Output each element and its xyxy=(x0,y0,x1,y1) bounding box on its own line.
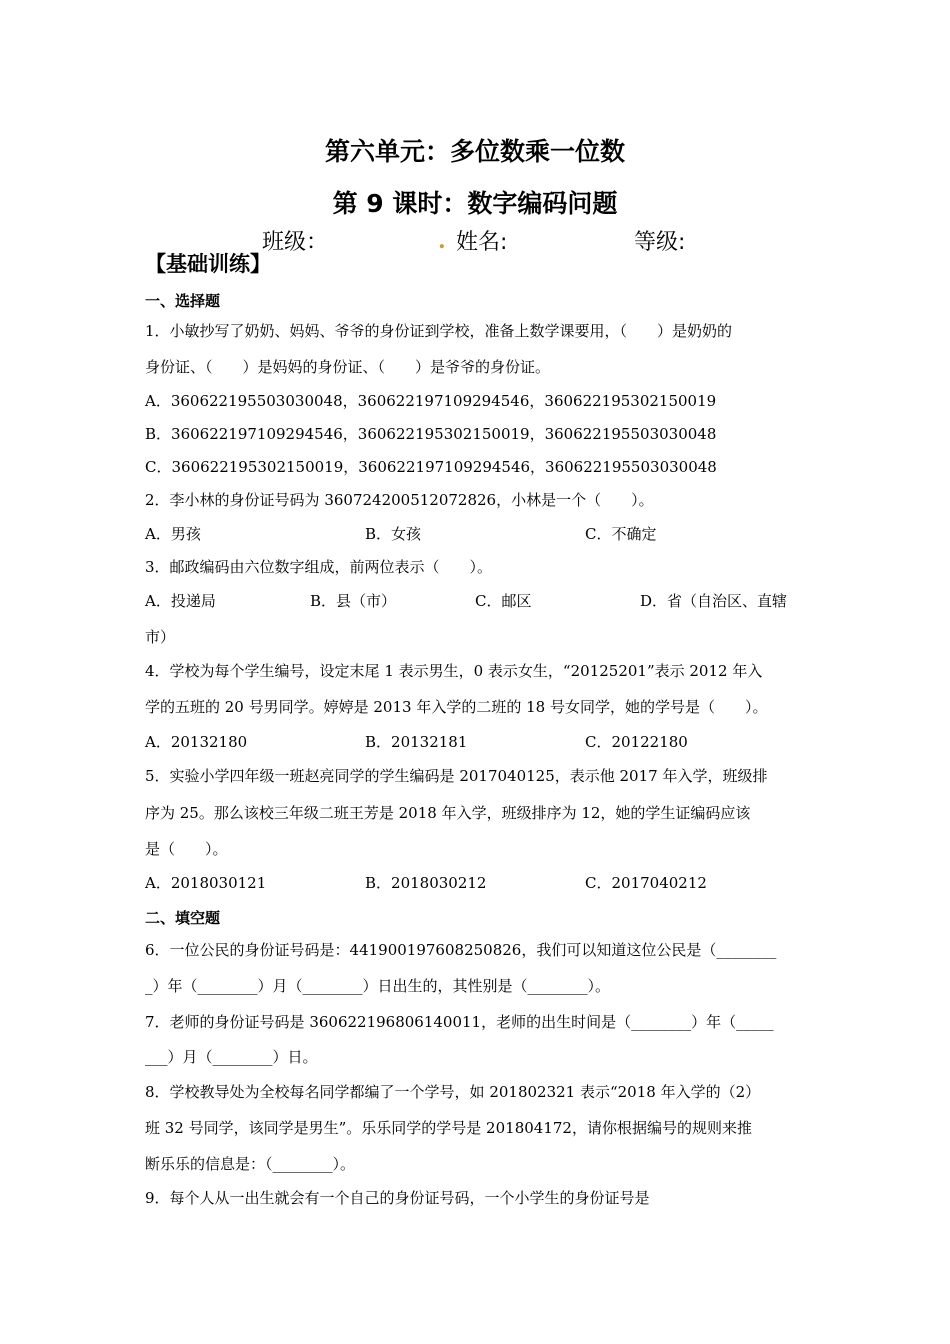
q5-option-b: B．2018030212 xyxy=(365,874,487,892)
q1-option-c: C．360622195302150019，360622197109294546，360622195503030048 xyxy=(145,458,717,476)
q2-option-b: B．女孩 xyxy=(365,525,422,543)
name-label: 姓名: xyxy=(456,230,508,255)
q5-line2: 序为 25。那么该校三年级二班王芳是 2018 年入学，班级排序为 12，她的学生证编码应该 xyxy=(145,804,751,822)
q9-line1: 9．每个人从一出生就会有一个自己的身份证号码，一个小学生的身份证号是 xyxy=(145,1189,650,1207)
q4-line1: 4．学校为每个学生编号，设定末尾 1 表示男生，0 表示女生，“20125201”表示 2012 年入 xyxy=(145,662,763,680)
part1-heading: 一、选择题 xyxy=(145,292,221,310)
q3-line1: 3．邮政编码由六位数字组成，前两位表示（ ）。 xyxy=(145,558,493,576)
section-title: 【基础训练】 xyxy=(145,252,271,276)
q1-line1: 1．小敏抄写了奶奶、妈妈、爷爷的身份证到学校，准备上数学课要用，（ ）是奶奶的 xyxy=(145,322,733,340)
q2-option-c: C．不确定 xyxy=(585,525,657,543)
q2-line1: 2．李小林的身份证号码为 360724200512072826，小林是一个（ ）。 xyxy=(145,491,654,509)
class-label: 班级： xyxy=(262,230,329,255)
q7-line1: 7．老师的身份证号码是 360622196806140011，老师的出生时间是（________）年（_____ xyxy=(145,1013,774,1031)
q8-line1: 8．学校教导处为全校每名同学都编了一个学号，如 201802321 表示“2018 年入学的（2） xyxy=(145,1083,761,1101)
q4-option-a: A．20132180 xyxy=(145,733,248,751)
q3-option-d-cont: 市） xyxy=(145,628,176,646)
part2-heading: 二、填空题 xyxy=(145,909,221,927)
q6-line2: _）年（________）月（________）日出生的，其性别是（________）。 xyxy=(145,977,611,995)
q7-line2: ___）月（________）日。 xyxy=(145,1048,318,1066)
q4-option-c: C．20122180 xyxy=(585,733,688,751)
decorative-dot: . xyxy=(438,228,446,254)
q5-line3: 是（ ）。 xyxy=(145,840,228,858)
q1-option-b: B．360622197109294546，360622195302150019，360622195503030048 xyxy=(145,425,717,443)
q5-line1: 5．实验小学四年级一班赵亮同学的学生编码是 2017040125，表示他 2017 年入学，班级排 xyxy=(145,767,768,785)
q1-line2: 身份证、（ ）是妈妈的身份证、（ ）是爷爷的身份证。 xyxy=(145,358,551,376)
q5-option-c: C．2017040212 xyxy=(585,874,707,892)
q1-option-a: A．360622195503030048，360622197109294546，360622195302150019 xyxy=(145,392,717,410)
q2-option-a: A．男孩 xyxy=(145,525,201,543)
q4-line2: 学的五班的 20 号男同学。婷婷是 2013 年入学的二班的 18 号女同学，她的学号是（ ）。 xyxy=(145,698,768,716)
lesson-subtitle: 第 9 课时：数字编码问题 xyxy=(332,189,618,218)
q8-line2: 班 32 号同学，该同学是男生”。乐乐同学的学号是 201804172，请你根据编号的规则来推 xyxy=(145,1119,752,1137)
page-title: 第六单元：多位数乘一位数 xyxy=(324,137,625,166)
q4-option-b: B．20132181 xyxy=(365,733,468,751)
q8-line3: 断乐乐的信息是：（________）。 xyxy=(145,1155,356,1173)
q3-option-a: A．投递局 xyxy=(145,592,216,610)
q3-option-d: D．省（自治区、直辖 xyxy=(640,592,788,610)
grade-label: 等级: xyxy=(634,230,686,255)
q3-option-c: C．邮区 xyxy=(475,592,532,610)
q5-option-a: A．2018030121 xyxy=(145,874,267,892)
q3-option-b: B．县（市） xyxy=(310,592,397,610)
q6-line1: 6．一位公民的身份证号码是：441900197608250826，我们可以知道这位公民是（________ xyxy=(145,941,777,959)
